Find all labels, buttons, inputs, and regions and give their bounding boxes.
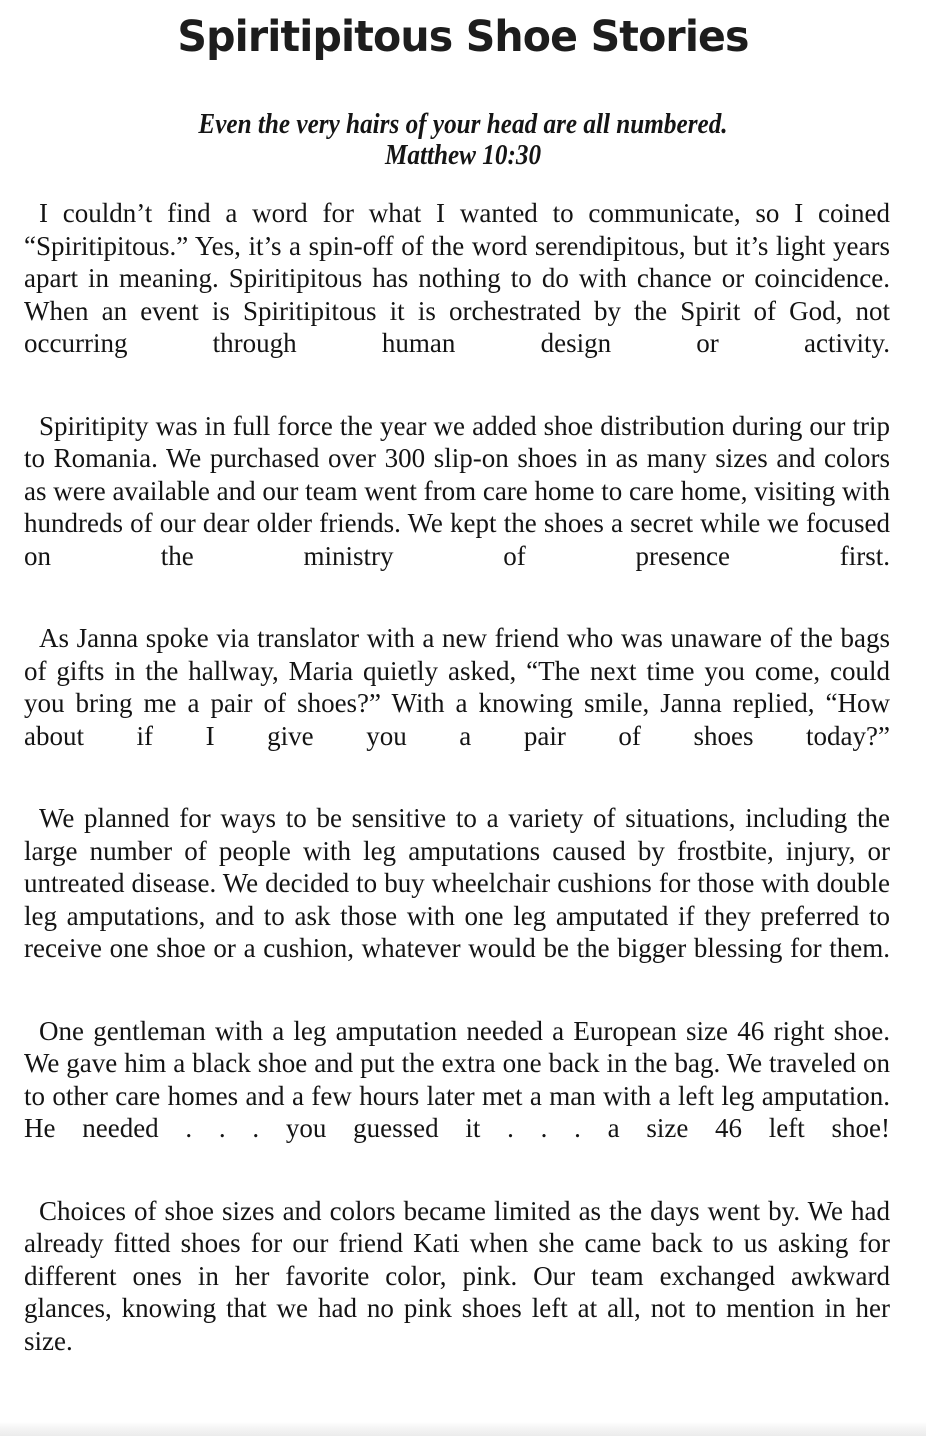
paragraph: We planned for ways to be sensitive to a variety of situations, including the large number of people with leg amputations caused by frostbite, injury, or untreated disease. We decided to buy wheelchair cushions for those with double leg amputations, and to ask those with one leg amputated if they preferred to receive one shoe or a cushion, whatever would be the bigger blessing for them. <box>24 803 890 964</box>
epigraph-reference: Matthew 10:30 <box>384 140 542 171</box>
body-text <box>24 197 890 1390</box>
paragraph: One gentleman with a leg amputation needed a European size 46 right shoe. We gave him a black shoe and put the extra one back in the bag. We traveled on to other care homes and a few hours later met a man with a left leg amputation. He needed . . . you guessed it . . . a size 46 left shoe! <box>24 1015 890 1144</box>
epigraph <box>0 62 926 171</box>
epigraph-quote: Even the very hairs of your head are all numbered. <box>198 109 728 140</box>
paragraph: As Janna spoke via translator with a new friend who was unaware of the bags of gifts in the hallway, Maria quietly asked, “The next time you come, could you bring me a pair of shoes?” With a knowing smile, Janna replied, “How about if I give you a pair of shoes today?” <box>24 623 890 751</box>
paragraph: Spiritipity was in full force the year we added shoe distribution during our trip to Romania. We purchased over 300 slip-on shoes in as many sizes and colors as were available and our team went from care home to care home, visiting with hundreds of our dear older friends. We kept the shoes a secret while we focused on the ministry of presence first. <box>24 410 890 571</box>
page-bottom-edge <box>0 1422 926 1436</box>
page-title: Spiritipitous Shoe Stories <box>177 12 749 62</box>
paragraph: Choices of shoe sizes and colors became limited as the days went by. We had already fitted shoes for our friend Kati when she came back to us asking for different ones in her favorite color, pink. Our team exchanged awkward glances, knowing that we had no pink shoes left at all, not to mention in her size. <box>24 1195 890 1356</box>
paragraph: I couldn’t find a word for what I wanted to communicate, so I coined “Spiritipitous.” Yes, it’s a spin-off of the word serendipitous, but it’s light years apart in meaning. Spiritipitous has nothing to do with chance or coincidence. When an event is Spiritipitous it is orchestrated by the Spirit of God, not occurring through human design or activity. <box>24 198 890 359</box>
